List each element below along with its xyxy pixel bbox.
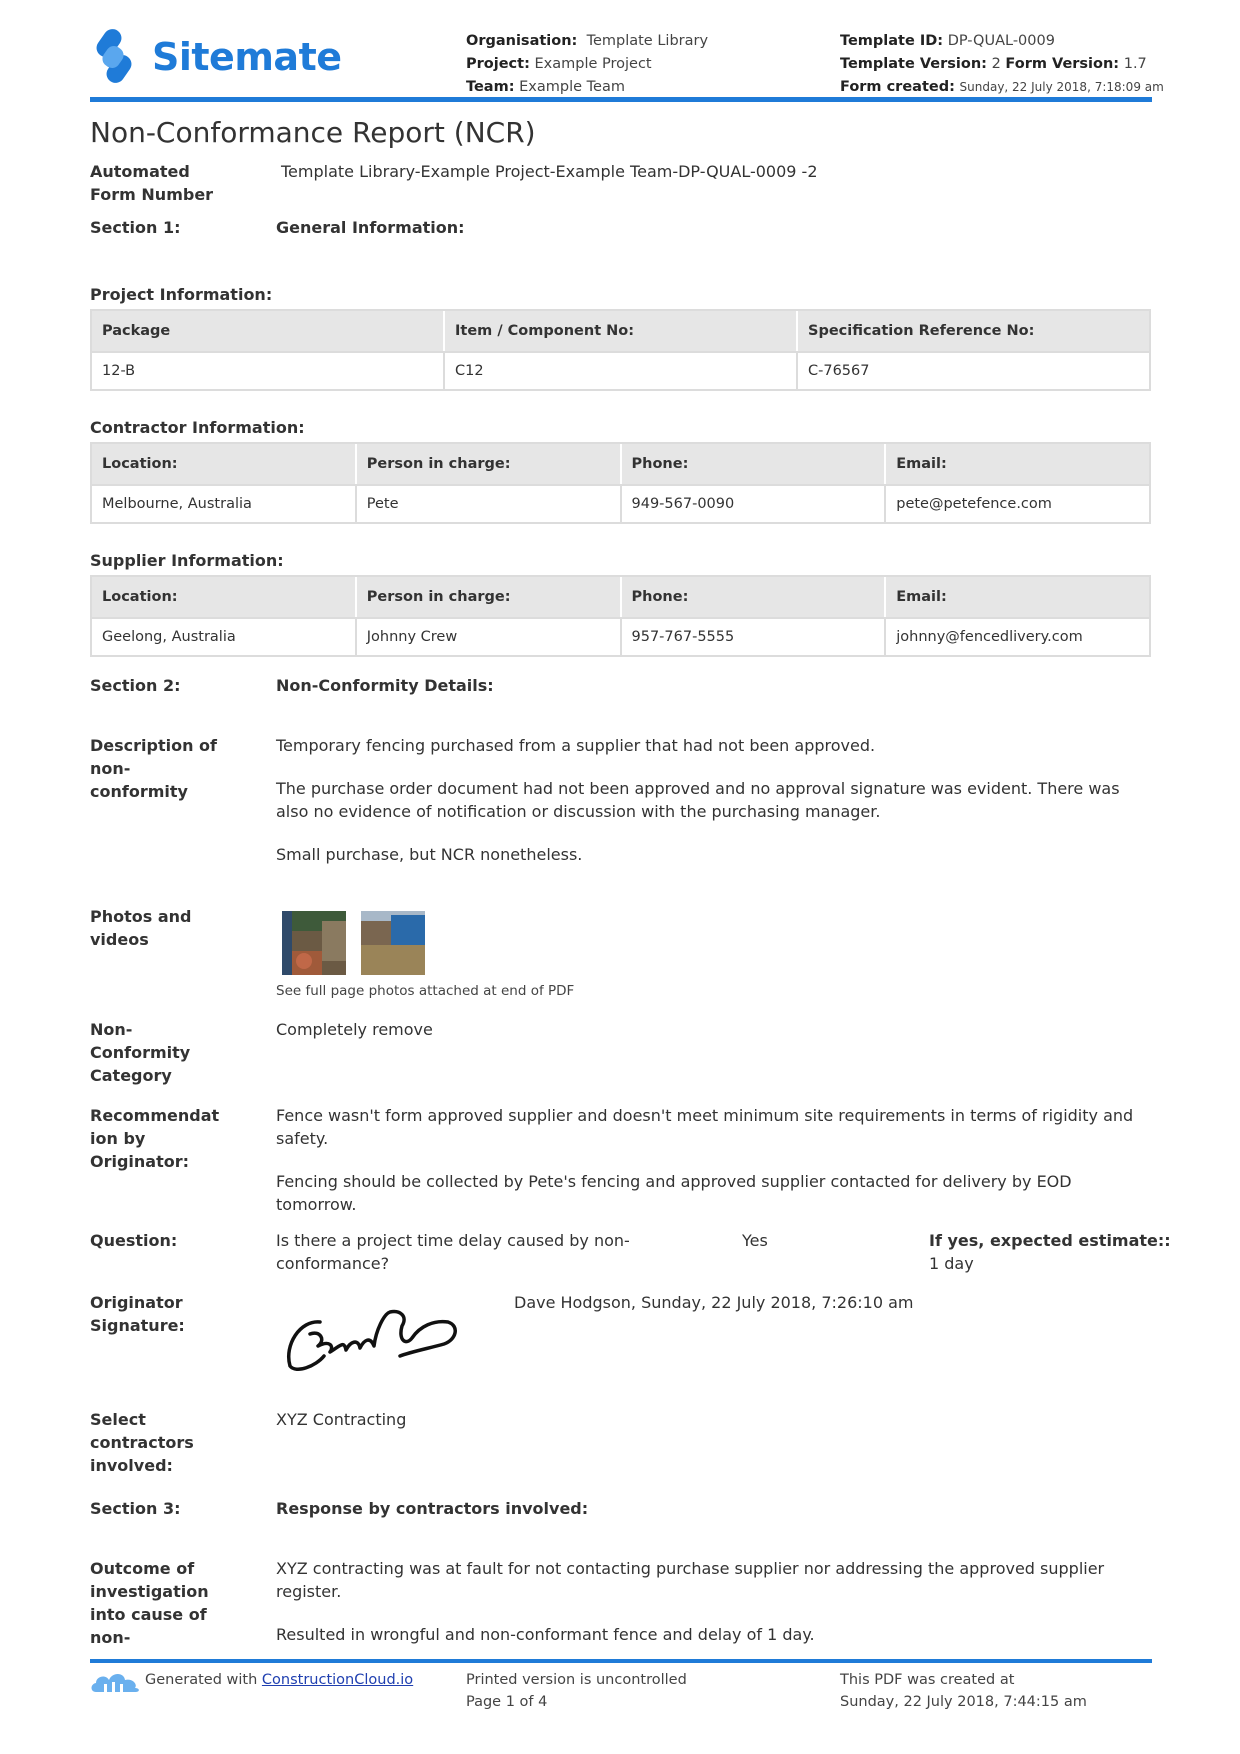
footer-divider: [90, 1659, 1152, 1663]
footer-generated: [145, 1669, 413, 1691]
table-header-cell: Email:: [896, 589, 947, 605]
pdf-created-date: Sunday, 22 July 2018, 7:44:15 am: [840, 1694, 1087, 1710]
table-header-cell: Location:: [92, 577, 357, 617]
contractors-label: Select contractors involved:: [90, 1410, 194, 1475]
page-title: Non-Conformance Report (NCR): [90, 116, 536, 149]
sitemate-logo-icon: [90, 26, 138, 88]
section2-label: Section 2:: [90, 676, 181, 695]
header-meta-template: [840, 30, 1164, 99]
question-answer: Yes: [742, 1231, 768, 1250]
category-value: Completely remove: [276, 1020, 433, 1039]
table-cell: Melbourne, Australia: [92, 486, 357, 522]
signature-image: [280, 1300, 460, 1380]
table-cell: Pete: [357, 486, 622, 522]
section2-title: Non-Conformity Details:: [276, 676, 494, 695]
table-header-cell: Phone:: [622, 577, 887, 617]
outcome-label: Outcome of investigation into cause of non-: [90, 1559, 209, 1647]
photos-caption: See full page photos attached at end of PDF: [276, 983, 575, 999]
recommendation-paragraph: Fencing should be collected by Pete's fencing and approved supplier contacted for delivery by EOD tomorrow.: [276, 1172, 1072, 1214]
table-header-row: [92, 577, 1149, 617]
table-header-cell: Location:: [92, 444, 357, 484]
table-cell: C-76567: [808, 363, 870, 379]
form-number-value: Template Library-Example Project-Example Team-DP-QUAL-0009 -2: [281, 162, 818, 181]
template-version-value: 2: [991, 56, 1001, 72]
form-created-value: Sunday, 22 July 2018, 7:18:09 am: [959, 80, 1164, 94]
section3-title: Response by contractors involved:: [276, 1499, 589, 1518]
template-id-label: Template ID:: [840, 33, 944, 49]
table-cell: 957-767-5555: [622, 619, 887, 655]
table-cell: 12-B: [92, 353, 445, 389]
table-header-cell: Person in charge:: [357, 577, 622, 617]
table-cell: C12: [445, 353, 798, 389]
contractor-info-heading: Contractor Information:: [90, 418, 305, 437]
construction-cloud-link[interactable]: ConstructionCloud.io: [261, 1672, 414, 1688]
description-value: [276, 734, 1146, 886]
table-header-cell: Specification Reference No:: [808, 323, 1035, 339]
table-header-cell: Item / Component No:: [445, 311, 798, 351]
table-cell: Geelong, Australia: [92, 619, 357, 655]
section1-title: General Information:: [276, 218, 465, 237]
photos-label: Photos and videos: [90, 907, 192, 949]
table-header-row: [92, 444, 1149, 484]
table-header-cell: Package: [92, 311, 445, 351]
photo-thumbnail-2[interactable]: [361, 911, 425, 975]
signature-signed-by: Dave Hodgson, Sunday, 22 July 2018, 7:26:10 am: [514, 1293, 914, 1312]
footer-printed: [466, 1669, 687, 1713]
supplier-info-table: [90, 575, 1151, 657]
question-label: Question:: [90, 1231, 178, 1250]
category-label: Non- Conformity Category: [90, 1020, 191, 1085]
form-created-label: Form created:: [840, 79, 955, 95]
description-paragraph: Small purchase, but NCR nonetheless.: [276, 845, 583, 864]
estimate-value: 1 day: [929, 1254, 974, 1273]
signature-label: Originator Signature:: [90, 1293, 185, 1335]
project-info-table: [90, 309, 1151, 391]
description-label: Description of non- conformity: [90, 736, 218, 801]
pdf-created-label: This PDF was created at: [840, 1672, 1015, 1688]
outcome-value: [276, 1557, 1146, 1666]
table-cell: Johnny Crew: [357, 619, 622, 655]
page-number: Page 1 of 4: [466, 1694, 548, 1710]
team-label: Team:: [466, 79, 515, 95]
question-text: Is there a project time delay caused by non-conformance?: [276, 1231, 630, 1273]
template-version-label: Template Version:: [840, 56, 987, 72]
recommendation-paragraph: Fence wasn't form approved supplier and doesn't meet minimum site requirements in terms of rigidity and safety.: [276, 1106, 1134, 1148]
footer-created: [840, 1669, 1087, 1713]
team-value: Example Team: [519, 79, 625, 95]
contractor-info-table: [90, 442, 1151, 524]
contractors-value: XYZ Contracting: [276, 1410, 407, 1429]
form-version-label: Form Version:: [1005, 56, 1120, 72]
recommendation-label: Recommendat ion by Originator:: [90, 1106, 220, 1171]
table-header-cell: Person in charge:: [357, 444, 622, 484]
form-number-label: Automated Form Number: [90, 162, 214, 204]
photo-thumbnail-1[interactable]: [282, 911, 346, 975]
table-header-row: [92, 311, 1149, 351]
table-cell: johnny@fencedlivery.com: [896, 629, 1083, 645]
sitemate-logo: [90, 26, 342, 88]
outcome-paragraph: XYZ contracting was at fault for not contacting purchase supplier nor addressing the approved supplier register.: [276, 1559, 1105, 1601]
table-row: [92, 484, 1149, 522]
project-label: Project:: [466, 56, 530, 72]
description-paragraph: Temporary fencing purchased from a supplier that had not been approved.: [276, 736, 876, 755]
header-meta-project: [466, 30, 708, 99]
organisation-label: Organisation:: [466, 33, 578, 49]
estimate-label: If yes, expected estimate::: [929, 1231, 1171, 1250]
recommendation-value: [276, 1104, 1146, 1236]
supplier-info-heading: Supplier Information:: [90, 551, 284, 570]
project-info-heading: Project Information:: [90, 285, 273, 304]
section3-label: Section 3:: [90, 1499, 181, 1518]
brand-name: Sitemate: [152, 35, 342, 79]
table-row: [92, 351, 1149, 389]
header-divider: [90, 97, 1152, 102]
printed-uncontrolled: Printed version is uncontrolled: [466, 1672, 687, 1688]
project-value: Example Project: [534, 56, 652, 72]
description-paragraph: The purchase order document had not been approved and no approval signature was evident. There was also no evidence of notification or discussion with the purchasing manager.: [276, 779, 1120, 821]
table-row: [92, 617, 1149, 655]
construction-cloud-icon: [90, 1670, 142, 1694]
table-cell: 949-567-0090: [622, 486, 887, 522]
table-cell: pete@petefence.com: [896, 496, 1052, 512]
organisation-value: Template Library: [586, 33, 709, 49]
form-version-value: 1.7: [1123, 56, 1147, 72]
table-header-cell: Phone:: [622, 444, 887, 484]
template-id-value: DP-QUAL-0009: [947, 33, 1055, 49]
outcome-paragraph: Resulted in wrongful and non-conformant fence and delay of 1 day.: [276, 1625, 815, 1644]
section1-label: Section 1:: [90, 218, 181, 237]
table-header-cell: Email:: [896, 456, 947, 472]
generated-prefix: Generated with: [145, 1672, 258, 1688]
